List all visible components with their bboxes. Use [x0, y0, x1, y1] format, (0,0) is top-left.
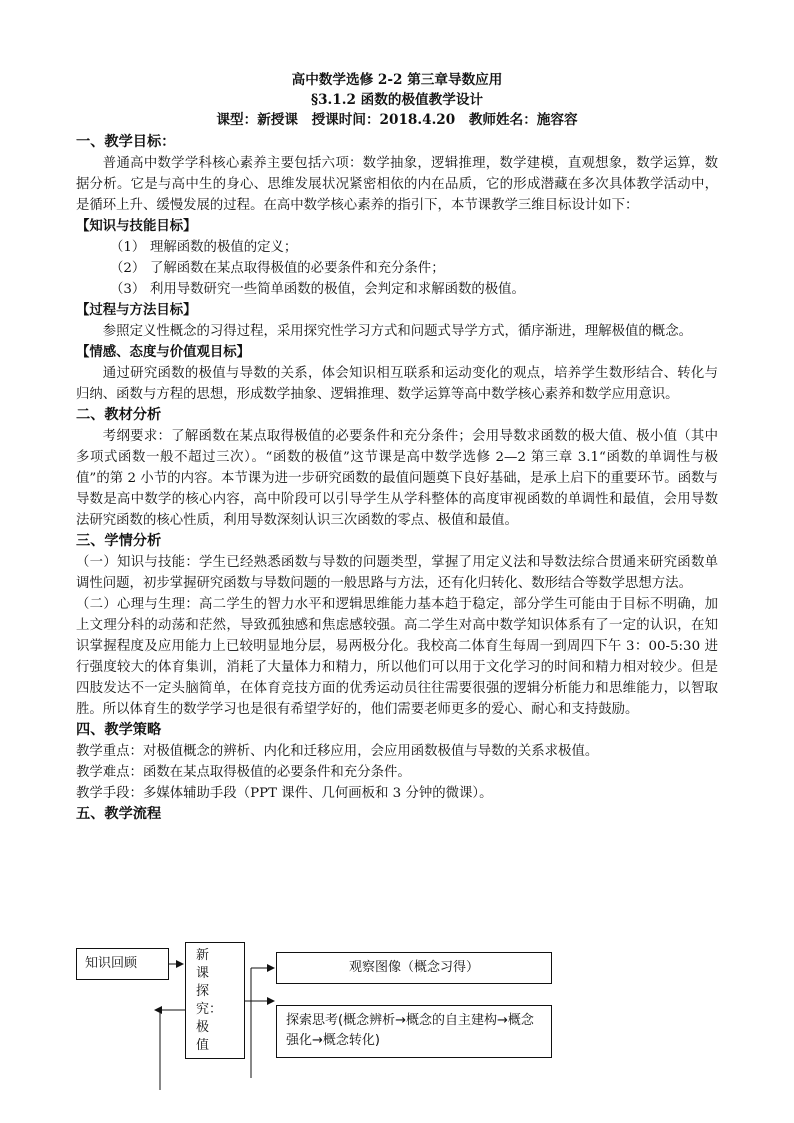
emotion-values-text: 通过研究函数的极值与导数的关系，体会知识相互联系和运动变化的观点，培养学生数形结合、转化与归纳、函数与方程的思想，形成数学抽象、逻辑推理、数学运算等高中数学核心素养和数学应用意识。: [76, 366, 718, 402]
document-subtitle: §3.1.2 函数的极值教学设计: [310, 92, 484, 108]
students-knowledge-text: （一）知识与技能：学生已经熟悉函数与导数的问题类型，掌握了用定义法和导数法综合贯通来研究函数单调性问题，初步掌握研究函数与导数问题的一般思路与方法，还有化归转化、数形结合等数学思想方法。: [76, 555, 718, 591]
strategy-difficulty: 教学难点：函数在某点取得极值的必要条件和充分条件。: [76, 765, 411, 780]
textbook-analysis-text: 考纲要求：了解函数在某点取得极值的必要条件和充分条件；会用导数求函数的极大值、极小值（其中多项式函数一般不超过三次）。“函数的极值”这节课是高中数学选修 2—2 第三章 3.1“函数的单调性与极值”的第 2 小节的内容。本节课为进一步研究函数的最值问题奠下良好基础，是承上启下的重要环节。函数与导数是高中数学的核心内容，高中阶段可以引导学生从学科整体的高度审视函数的单调性和最值，会用导数法研究函数的核心性质，利用导数深刻认识三次函数的零点、极值和最值。: [76, 429, 718, 528]
section-heading-textbook: 二、教材分析: [76, 407, 162, 423]
subheading-process-methods: 【过程与方法目标】: [76, 302, 197, 318]
list-item: （3） 利用导数研究一些简单函数的极值，会判定和求解函数的极值。: [110, 282, 525, 297]
flow-box-new-lesson: 新课探究：极值: [185, 942, 245, 1059]
objectives-intro: 普通高中数学学科核心素养主要包括六项：数学抽象，逻辑推理，数学建模，直观想象，数学运算，数据分析。它是与高中生的身心、思维发展状况紧密相依的内在品质，它的形成潜藏在多次具体教学活动中，是循环上升、缓慢发展的过程。在高中数学核心素养的指引下，本节课教学三维目标设计如下：: [76, 156, 718, 213]
strategy-key-point: 教学重点：对极值概念的辨析、内化和迁移应用，会应用函数极值与导数的关系求极值。: [76, 744, 599, 759]
flow-box-observe: 观察图像（概念习得）: [276, 952, 552, 984]
list-item: （2） 了解函数在某点取得极值的必要条件和充分条件；: [110, 261, 445, 276]
strategy-means: 教学手段：多媒体辅助手段（PPT 课件、几何画板和 3 分钟的微课）。: [76, 786, 493, 801]
lesson-meta: 课型：新授课 授课时间：2018.4.20 教师姓名：施容容: [216, 112, 578, 128]
document-page: [76, 70, 718, 825]
document-title: 高中数学选修 2-2 第三章导数应用: [291, 72, 503, 88]
section-heading-flow: 五、教学流程: [76, 806, 162, 822]
students-psychology-text: （二）心理与生理：高二学生的智力水平和逻辑思维能力基本趋于稳定，部分学生可能由于目标不明确，加上文理分科的动荡和茫然，导致孤独感和焦虑感较强。高二学生对高中数学知识体系有了一定的认识，在知识掌握程度及应用能力上已较明显地分层，易两极分化。我校高二体育生每周一到周四下午 3：00-5:30 进行强度较大的体育集训，消耗了大量体力和精力，所以他们可以用于文化学习的时间和精力相对较少。但是四肢发达不一定头脑简单，在体育竞技方面的优秀运动员往往需要很强的逻辑分析能力和思维能力，以智取胜。所以体育生的数学学习也是很有希望学好的，他们需要老师更多的爱心、耐心和支持鼓励。: [76, 597, 718, 717]
section-heading-strategy: 四、教学策略: [76, 722, 162, 738]
flow-box-knowledge-review: 知识回顾: [76, 948, 169, 980]
process-methods-text: 参照定义性概念的习得过程，采用探究性学习方式和问题式导学方式，循序渐进，理解极值的概念。: [102, 324, 692, 339]
subheading-knowledge-skills: 【知识与技能目标】: [76, 218, 197, 234]
flow-box-explore: 探索思考(概念辨析→概念的自主建构→概念强化→概念转化): [276, 1005, 552, 1058]
section-heading-objectives: 一、教学目标：: [76, 134, 176, 150]
subheading-emotion-values: 【情感、态度与价值观目标】: [76, 344, 251, 360]
list-item: （1） 理解函数的极值的定义；: [110, 240, 298, 255]
section-heading-students: 三、学情分析: [76, 533, 162, 549]
